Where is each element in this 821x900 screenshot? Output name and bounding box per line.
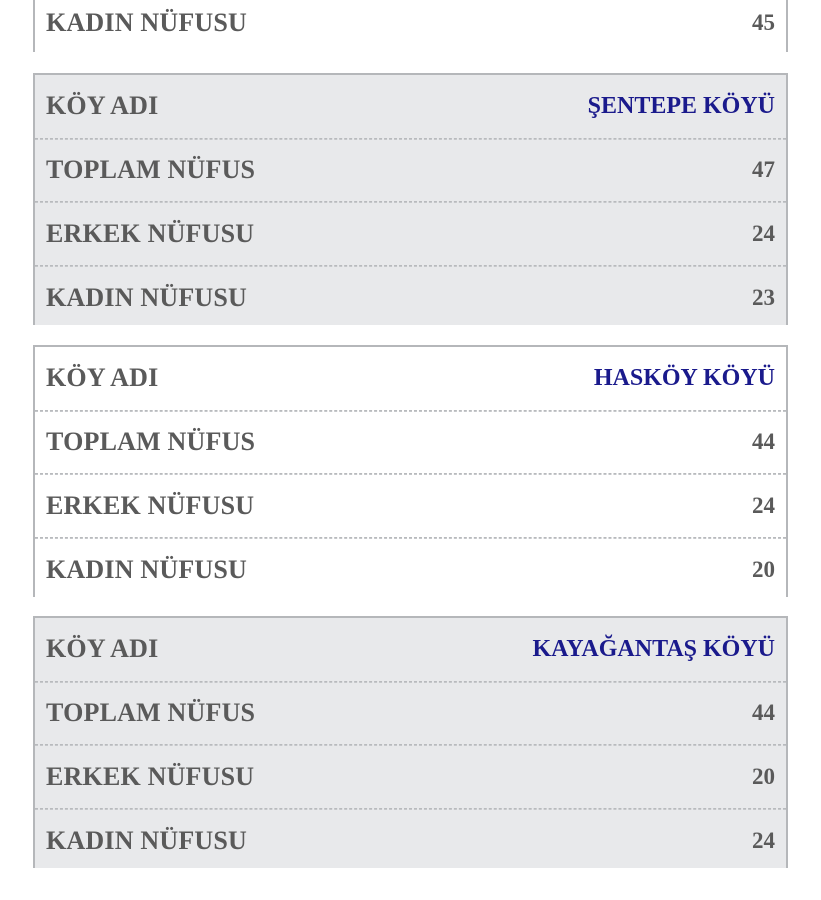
female-population-value: 45 (752, 10, 775, 35)
village-card-haskoy (33, 345, 788, 597)
village-name-row (35, 618, 786, 682)
village-name-row (35, 75, 786, 139)
village-name-label: KÖY ADI (46, 363, 159, 393)
male-population-label: ERKEK NÜFUSU (46, 218, 255, 248)
village-name-value: HASKÖY KÖYÜ (593, 364, 775, 391)
female-population-label: KADIN NÜFUSU (46, 8, 248, 37)
male-population-value: 24 (752, 492, 775, 518)
total-population-label: TOPLAM NÜFUS (46, 427, 256, 457)
female-population-label: KADIN NÜFUSU (46, 825, 248, 855)
male-population-row (35, 745, 786, 809)
total-population-value: 47 (752, 157, 775, 183)
female-population-label: KADIN NÜFUSU (46, 554, 248, 584)
total-population-label: TOPLAM NÜFUS (46, 698, 256, 728)
total-population-row (35, 682, 786, 746)
village-card-sentepe (33, 73, 788, 325)
total-population-value: 44 (752, 700, 775, 726)
total-population-row (35, 139, 786, 203)
male-population-label: ERKEK NÜFUSU (46, 761, 255, 791)
female-population-value: 24 (752, 827, 775, 853)
female-population-row (35, 0, 786, 52)
village-name-value: ŞENTEPE KÖYÜ (587, 92, 775, 119)
total-population-label: TOPLAM NÜFUS (46, 155, 256, 185)
village-name-label: KÖY ADI (46, 634, 159, 664)
female-population-value: 23 (752, 284, 775, 310)
female-population-value: 20 (752, 556, 775, 582)
male-population-value: 24 (752, 220, 775, 246)
male-population-value: 20 (752, 763, 775, 789)
male-population-row (35, 202, 786, 266)
village-card-partial (33, 0, 788, 52)
total-population-row (35, 411, 786, 475)
female-population-row (35, 809, 786, 873)
village-name-label: KÖY ADI (46, 91, 159, 121)
male-population-row (35, 474, 786, 538)
female-population-label: KADIN NÜFUSU (46, 282, 248, 312)
total-population-value: 44 (752, 429, 775, 455)
male-population-label: ERKEK NÜFUSU (46, 490, 255, 520)
female-population-row (35, 266, 786, 330)
village-name-value: KAYAĞANTAŞ KÖYÜ (532, 635, 775, 662)
village-card-kayagantas (33, 616, 788, 868)
village-name-row (35, 347, 786, 411)
female-population-row (35, 538, 786, 602)
